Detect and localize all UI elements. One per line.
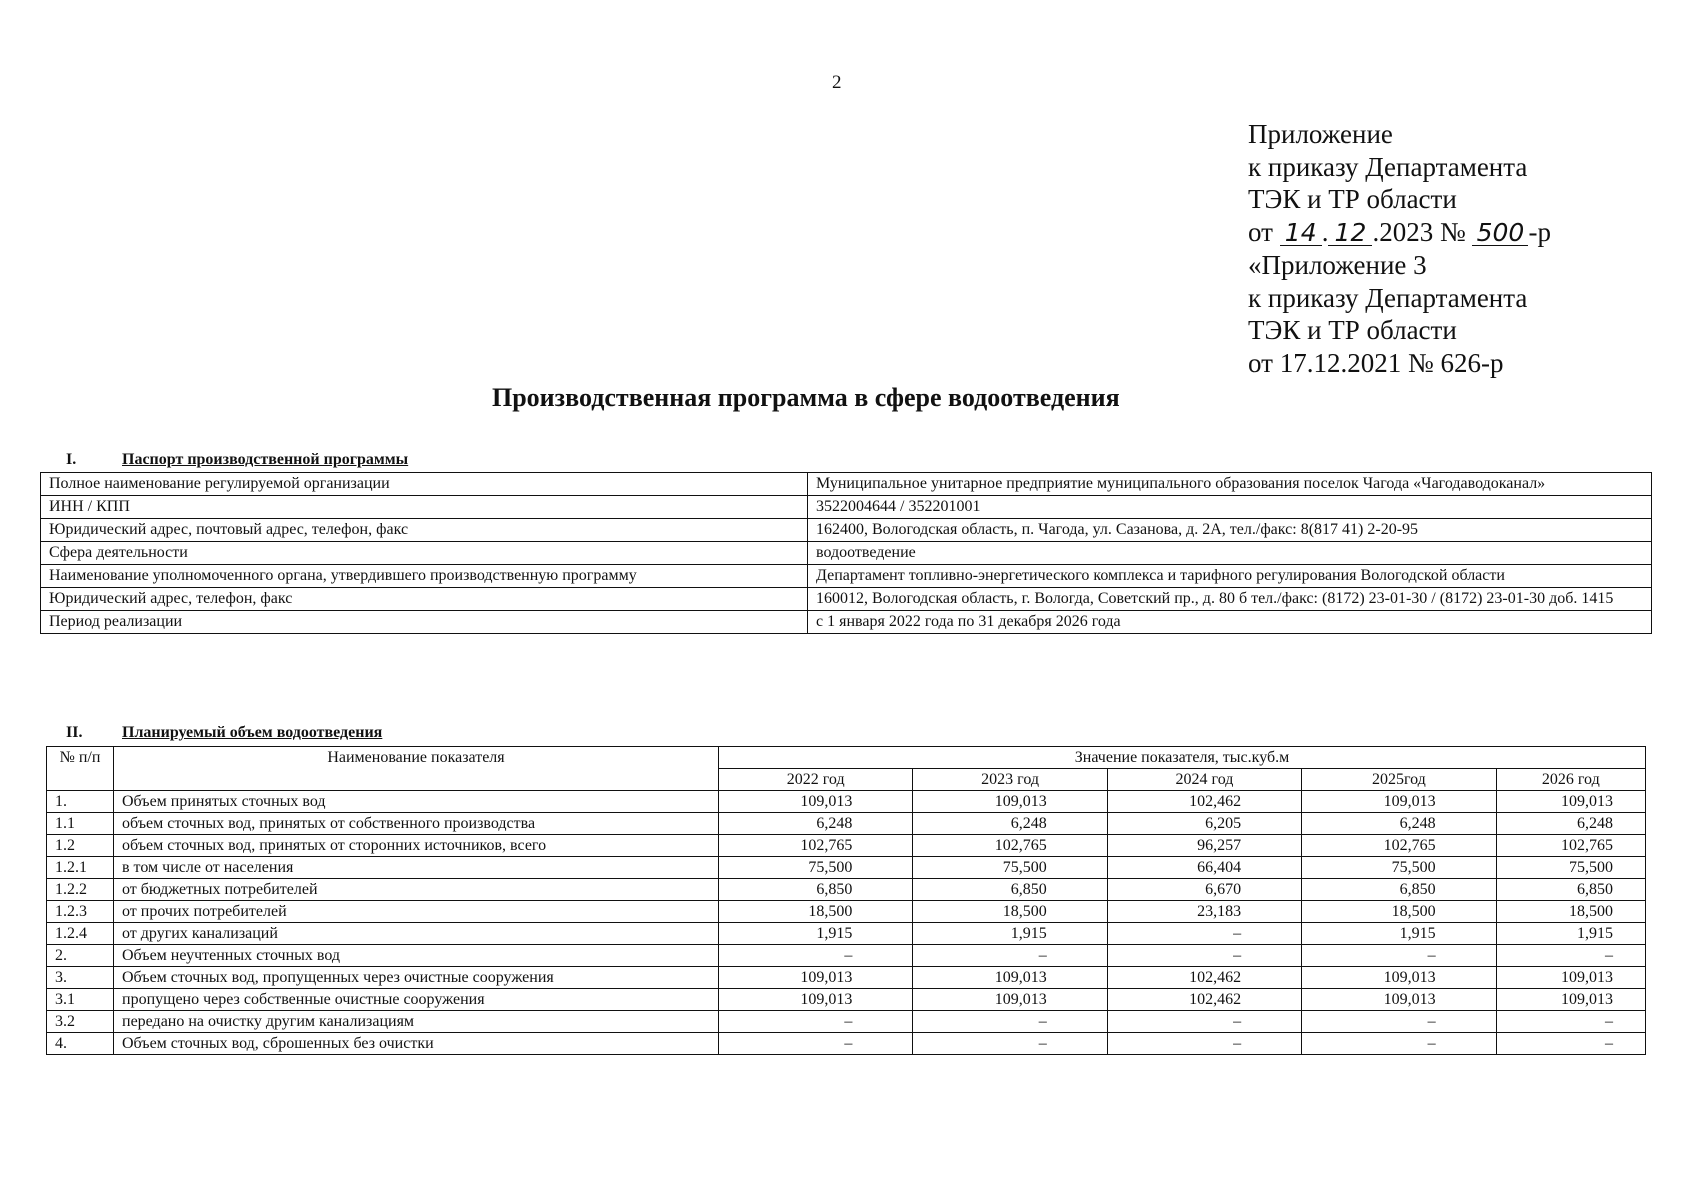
row-value: 109,013 [1302, 989, 1496, 1011]
row-value: 102,462 [1107, 989, 1301, 1011]
row-value: 6,850 [1302, 879, 1496, 901]
row-value: 109,013 [1496, 967, 1645, 989]
row-value: 96,257 [1107, 835, 1301, 857]
page-number: 2 [832, 72, 842, 93]
table-row [47, 967, 1646, 989]
table-row [47, 923, 1646, 945]
row-indicator-name: Объем сточных вод, сброшенных без очистки [114, 1033, 719, 1055]
appendix-line-5: «Приложение 3 [1248, 249, 1427, 280]
row-value: 6,850 [913, 879, 1107, 901]
row-value: 109,013 [913, 791, 1107, 813]
passport-label: Период реализации [41, 611, 808, 634]
row-value: 6,850 [1496, 879, 1645, 901]
header-num: № п/п [47, 747, 114, 791]
row-value: 109,013 [1302, 967, 1496, 989]
handwritten-day: 14 [1280, 221, 1322, 246]
passport-label: Юридический адрес, телефон, факс [41, 588, 808, 611]
row-value: – [1107, 1011, 1301, 1033]
row-number: 1.2 [47, 835, 114, 857]
row-value: – [719, 945, 913, 967]
passport-label: Юридический адрес, почтовый адрес, телефон, факс [41, 519, 808, 542]
row-value: – [913, 1033, 1107, 1055]
appendix-order-date [1248, 216, 1551, 249]
row-number: 1.1 [47, 813, 114, 835]
row-value: – [1107, 923, 1301, 945]
row-value: 6,205 [1107, 813, 1301, 835]
row-value: 75,500 [1302, 857, 1496, 879]
row-value: 75,500 [1496, 857, 1645, 879]
appendix-line-6: к приказу Департамента [1248, 282, 1528, 313]
row-value: 109,013 [1496, 989, 1645, 1011]
order-suffix: -р [1528, 217, 1551, 248]
table-row [47, 945, 1646, 967]
handwritten-order-number: 500 [1472, 221, 1528, 246]
row-value: 6,248 [1496, 813, 1645, 835]
header-year: 2026 год [1496, 769, 1645, 791]
table-row [47, 989, 1646, 1011]
section-1-heading [42, 451, 408, 469]
row-value: 109,013 [719, 791, 913, 813]
passport-row [41, 496, 1652, 519]
row-number: 1.2.2 [47, 879, 114, 901]
header-value-group: Значение показателя, тыс.куб.м [719, 747, 1646, 769]
appendix-line-7: ТЭК и ТР области [1248, 315, 1457, 346]
row-value: 75,500 [913, 857, 1107, 879]
passport-value: Муниципальное унитарное предприятие муниципального образования поселок Чагода «Чагодаводоканал» [808, 473, 1652, 496]
row-number: 3. [47, 967, 114, 989]
row-value: 109,013 [1496, 791, 1645, 813]
row-indicator-name: передано на очистку другим канализациям [114, 1011, 719, 1033]
row-value: – [913, 1011, 1107, 1033]
row-value: 1,915 [913, 923, 1107, 945]
section-2-number: II. [66, 724, 83, 741]
header-year: 2025год [1302, 769, 1496, 791]
appendix-line-8: от 17.12.2021 № 626-р [1248, 347, 1504, 378]
row-value: 23,183 [1107, 901, 1301, 923]
row-number: 3.1 [47, 989, 114, 1011]
passport-row [41, 473, 1652, 496]
row-value: – [1107, 1033, 1301, 1055]
row-value: 6,248 [913, 813, 1107, 835]
row-value: – [1496, 1033, 1645, 1055]
row-value: 102,462 [1107, 791, 1301, 813]
row-number: 1.2.3 [47, 901, 114, 923]
header-year: 2022 год [719, 769, 913, 791]
appendix-block [1248, 118, 1551, 380]
passport-row [41, 519, 1652, 542]
passport-label: Наименование уполномоченного органа, утвердившего производственную программу [41, 565, 808, 588]
row-number: 1.2.4 [47, 923, 114, 945]
row-value: 102,765 [1302, 835, 1496, 857]
header-year: 2024 год [1107, 769, 1301, 791]
row-value: 6,248 [1302, 813, 1496, 835]
volume-table [46, 746, 1646, 1055]
row-value: 18,500 [1496, 901, 1645, 923]
row-value: 102,765 [1496, 835, 1645, 857]
row-value: – [1107, 945, 1301, 967]
row-value: – [1302, 1011, 1496, 1033]
row-indicator-name: объем сточных вод, принятых от собственного производства [114, 813, 719, 835]
row-value: 6,248 [719, 813, 913, 835]
table-row [47, 791, 1646, 813]
table-row [47, 1011, 1646, 1033]
row-value: – [1302, 945, 1496, 967]
row-value: – [719, 1011, 913, 1033]
row-value: – [719, 1033, 913, 1055]
row-value: 109,013 [719, 989, 913, 1011]
header-name: Наименование показателя [114, 747, 719, 791]
row-value: 18,500 [913, 901, 1107, 923]
row-value: 1,915 [1302, 923, 1496, 945]
passport-row [41, 588, 1652, 611]
table-row [47, 835, 1646, 857]
row-indicator-name: от прочих потребителей [114, 901, 719, 923]
page-title: Производственная программа в сфере водоотведения [492, 383, 1120, 412]
row-value: 109,013 [1302, 791, 1496, 813]
row-value: 109,013 [719, 967, 913, 989]
row-value: – [913, 945, 1107, 967]
row-indicator-name: от других канализаций [114, 923, 719, 945]
row-value: 18,500 [1302, 901, 1496, 923]
date-year: .2023 № [1372, 217, 1466, 248]
row-value: 18,500 [719, 901, 913, 923]
row-number: 3.2 [47, 1011, 114, 1033]
row-value: 102,765 [719, 835, 913, 857]
row-indicator-name: в том числе от населения [114, 857, 719, 879]
row-value: 109,013 [913, 967, 1107, 989]
section-1-title: Паспорт производственной программы [122, 451, 409, 468]
table-row [47, 901, 1646, 923]
row-value: 109,013 [913, 989, 1107, 1011]
passport-table [40, 472, 1652, 634]
passport-value: Департамент топливно-энергетического комплекса и тарифного регулирования Вологодской области [808, 565, 1652, 588]
passport-value: водоотведение [808, 542, 1652, 565]
passport-label: Полное наименование регулируемой организации [41, 473, 808, 496]
table-row [47, 879, 1646, 901]
passport-value: с 1 января 2022 года по 31 декабря 2026 года [808, 611, 1652, 634]
volume-header-row-1 [47, 747, 1646, 769]
passport-row [41, 542, 1652, 565]
row-indicator-name: Объем сточных вод, пропущенных через очистные сооружения [114, 967, 719, 989]
row-indicator-name: пропущено через собственные очистные сооружения [114, 989, 719, 1011]
row-indicator-name: Объем неучтенных сточных вод [114, 945, 719, 967]
handwritten-month: 12 [1328, 221, 1372, 246]
row-indicator-name: объем сточных вод, принятых от сторонних источников, всего [114, 835, 719, 857]
row-value: – [1302, 1033, 1496, 1055]
date-separator: . [1321, 217, 1329, 248]
row-value: 6,670 [1107, 879, 1301, 901]
section-2-heading [42, 724, 382, 742]
appendix-line-2: к приказу Департамента [1248, 151, 1528, 182]
row-value: 102,765 [913, 835, 1107, 857]
row-number: 4. [47, 1033, 114, 1055]
row-indicator-name: Объем принятых сточных вод [114, 791, 719, 813]
table-row [47, 813, 1646, 835]
row-value: 66,404 [1107, 857, 1301, 879]
row-value: 6,850 [719, 879, 913, 901]
row-value: 75,500 [719, 857, 913, 879]
date-prefix: от [1248, 217, 1273, 248]
row-value: – [1496, 1011, 1645, 1033]
passport-row [41, 611, 1652, 634]
header-year: 2023 год [913, 769, 1107, 791]
row-value: – [1496, 945, 1645, 967]
passport-value: 160012, Вологодская область, г. Вологда, Советский пр., д. 80 б тел./факс: (8172) 23-01-30 / (8172) 23-01-30 доб. 1415 [808, 588, 1652, 611]
passport-value: 3522004644 / 352201001 [808, 496, 1652, 519]
passport-label: Сфера деятельности [41, 542, 808, 565]
appendix-line-3: ТЭК и ТР области [1248, 184, 1457, 215]
appendix-line-1: Приложение [1248, 119, 1393, 149]
row-indicator-name: от бюджетных потребителей [114, 879, 719, 901]
section-2-title: Планируемый объем водоотведения [122, 724, 383, 741]
row-number: 1. [47, 791, 114, 813]
section-1-number: I. [66, 451, 77, 468]
passport-row [41, 565, 1652, 588]
table-row [47, 857, 1646, 879]
row-number: 2. [47, 945, 114, 967]
table-row [47, 1033, 1646, 1055]
row-number: 1.2.1 [47, 857, 114, 879]
passport-label: ИНН / КПП [41, 496, 808, 519]
row-value: 102,462 [1107, 967, 1301, 989]
passport-value: 162400, Вологодская область, п. Чагода, ул. Сазанова, д. 2А, тел./факс: 8(817 41) 2-20-95 [808, 519, 1652, 542]
row-value: 1,915 [719, 923, 913, 945]
row-value: 1,915 [1496, 923, 1645, 945]
